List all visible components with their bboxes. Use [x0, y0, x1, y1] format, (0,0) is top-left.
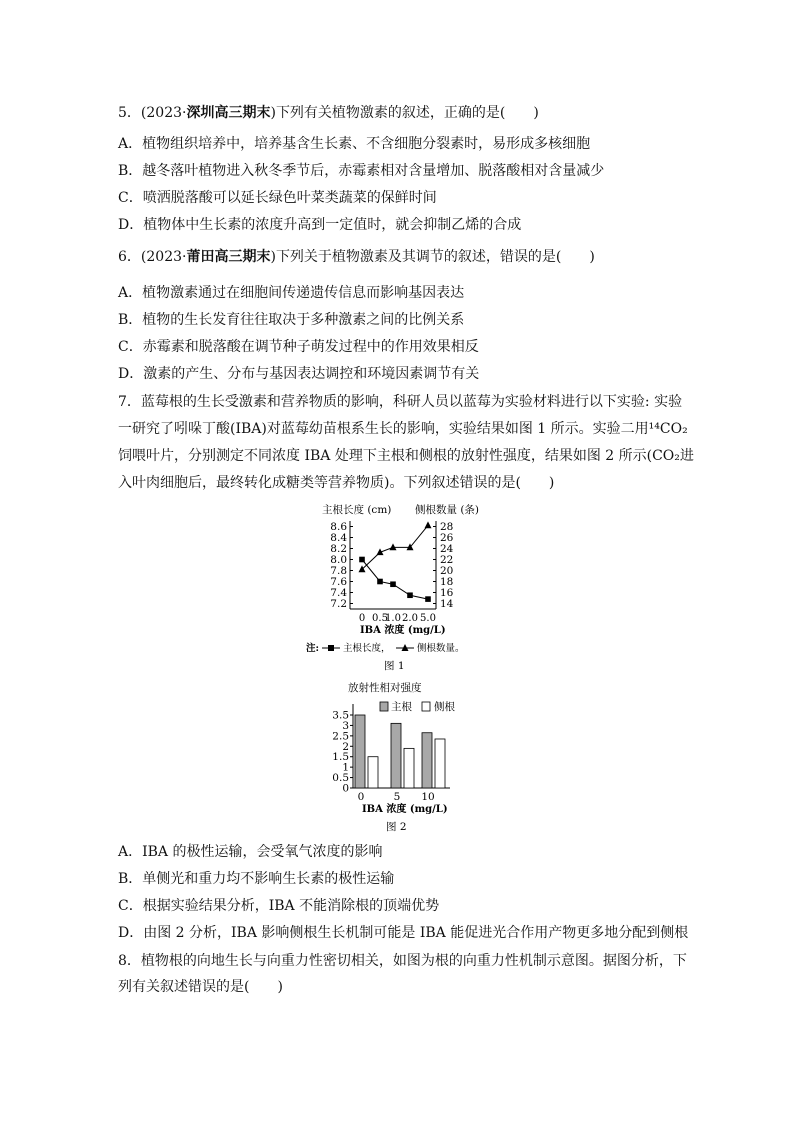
fig1-x-tick-label: 0.5 — [372, 613, 388, 624]
q7-stem-line-3: 饲喂叶片，分别测定不同浓度 IBA 处理下主根和侧根的放射性强度，结果如图 2 所示(CO₂进 — [118, 448, 694, 464]
fig2-y-tick-label: 3 — [342, 719, 349, 732]
fig1-point-main-root — [407, 592, 413, 598]
q6-option-a: A．植物激素通过在细胞间传递遗传信息而影响基因表达 — [118, 285, 465, 301]
fig2-bar-main-root — [422, 733, 432, 788]
fig1-note-series-2: 侧根数量。 — [417, 643, 465, 654]
fig2-legend-lateral-swatch — [422, 702, 430, 711]
fig1-note-square-marker — [328, 645, 334, 651]
fig2-bar-lateral-root — [368, 757, 378, 788]
fig2-y-tick-label: 2 — [342, 740, 349, 753]
fig1-caption: 图 1 — [384, 660, 405, 672]
q7-option-d: D．由图 2 分析，IBA 影响侧根生长机制可能是 IBA 能促进光合作用产物更多地分配到侧根 — [118, 925, 689, 941]
q6-option-c: C．赤霉素和脱落酸在调节种子萌发过程中的作用效果相反 — [118, 339, 479, 355]
fig2-y-tick-label: 2.5 — [332, 730, 349, 743]
fig1-point-main-root — [377, 579, 383, 585]
fig1-left-tick-label: 7.4 — [330, 587, 347, 599]
fig1-left-tick-label: 7.2 — [330, 598, 347, 610]
fig1-left-axis-title: 主根长度 (cm) — [322, 504, 392, 516]
q5-stem: 5．(2023·深圳高三期末)下列有关植物激素的叙述，正确的是( ) — [118, 105, 539, 121]
fig2-x-tick-label: 5 — [393, 791, 401, 803]
fig2-bar-main-root — [355, 715, 365, 788]
fig1-left-tick-label: 8.2 — [330, 543, 347, 555]
q5-option-a: A．植物组织培养中，培养基含生长素、不含细胞分裂素时，易形成多核细胞 — [118, 136, 591, 152]
fig2-x-tick-label: 10 — [421, 791, 435, 803]
q5-option-b: B．越冬落叶植物进入秋冬季节后，赤霉素相对含量增加、脱落酸相对含量减少 — [118, 163, 605, 179]
fig1-x-axis-title: IBA 浓度 (mg/L) — [360, 625, 446, 636]
figure-2-bar-chart — [322, 678, 482, 836]
fig1-point-main-root — [390, 581, 396, 587]
fig1-left-tick-label: 7.8 — [330, 565, 347, 577]
q7-stem-line-4: 入叶肉细胞后，最终转化成糖类等营养物质)。下列叙述错误的是( ) — [118, 475, 555, 491]
fig1-right-tick-label: 24 — [440, 543, 454, 555]
fig2-y-tick-label: 1 — [342, 761, 349, 774]
fig2-legend-main-swatch — [380, 702, 388, 711]
fig1-point-lateral-root — [425, 521, 432, 528]
fig2-caption: 图 2 — [386, 821, 407, 833]
fig1-x-tick-label: 0 — [358, 613, 366, 624]
fig2-y-tick-label: 0 — [342, 782, 349, 795]
fig1-note-label: 注: — [306, 643, 320, 654]
q6-option-d: D．激素的产生、分布与基因表达调控和环境因素调节有关 — [118, 366, 480, 382]
fig1-point-main-root — [425, 596, 431, 602]
fig1-right-tick-label: 28 — [440, 521, 454, 533]
fig2-bar-lateral-root — [435, 739, 445, 788]
fig1-right-axis-title: 侧根数量 (条) — [415, 504, 480, 516]
q7-stem-line-1: 7．蓝莓根的生长受激素和营养物质的影响，科研人员以蓝莓为实验材料进行以下实验: 实验 — [118, 394, 683, 410]
fig1-right-tick-label: 22 — [440, 554, 454, 566]
fig2-bar-main-root — [391, 723, 401, 788]
fig2-x-axis-title: IBA 浓度 (mg/L) — [362, 804, 448, 815]
q5-option-d: D．植物体中生长素的浓度升高到一定值时，就会抑制乙烯的合成 — [118, 217, 522, 233]
fig2-y-tick-label: 3.5 — [332, 709, 349, 722]
fig2-bar-lateral-root — [404, 748, 414, 788]
q6-stem: 6．(2023·莆田高三期末)下列关于植物激素及其调节的叙述，错误的是( ) — [118, 249, 595, 265]
q6-option-b: B．植物的生长发育往往取决于多种激素之间的比例关系 — [118, 312, 465, 328]
fig2-y-tick-label: 0.5 — [332, 772, 349, 785]
fig1-left-tick-label: 7.6 — [330, 576, 347, 588]
fig1-left-tick-label: 8.4 — [330, 532, 347, 544]
fig2-x-tick-label: 0 — [357, 791, 365, 803]
fig1-x-tick-label: 1.0 — [385, 613, 401, 624]
fig2-y-axis-title: 放射性相对强度 — [348, 682, 422, 694]
fig1-x-tick-label: 2.0 — [402, 613, 418, 624]
fig1-right-tick-label: 14 — [440, 598, 454, 610]
fig1-right-tick-label: 16 — [440, 587, 454, 599]
fig1-left-tick-label: 8.6 — [330, 521, 347, 533]
fig2-y-tick-label: 1.5 — [332, 751, 349, 764]
fig2-legend-lateral-label: 侧根 — [434, 701, 455, 713]
q7-option-a: A．IBA 的极性运输，会受氧气浓度的影响 — [118, 844, 383, 860]
fig1-series-line-main-root — [362, 560, 428, 600]
q7-option-c: C．根据实验结果分析，IBA 不能消除根的顶端优势 — [118, 898, 440, 914]
q5-option-c: C．喷洒脱落酸可以延长绿色叶菜类蔬菜的保鲜时间 — [118, 190, 437, 206]
fig1-x-tick-label: 5.0 — [420, 613, 436, 624]
q7-stem-line-2: 一研究了吲哚丁酸(IBA)对蓝莓幼苗根系生长的影响，实验结果如图 1 所示。实验二用¹⁴CO₂ — [118, 421, 688, 437]
fig1-note-series-1: 主根长度， — [343, 643, 391, 654]
fig1-point-lateral-root — [390, 543, 397, 550]
fig1-point-main-root — [359, 557, 365, 563]
q8-stem-line-2: 列有关叙述错误的是( ) — [118, 979, 283, 995]
q7-option-b: B．单侧光和重力均不影响生长素的极性运输 — [118, 871, 395, 887]
fig1-left-tick-label: 8.0 — [330, 554, 347, 566]
fig2-legend-main-label: 主根 — [391, 701, 412, 713]
q8-stem-line-1: 8．植物根的向地生长与向重力性密切相关，如图为根的向重力性机制示意图。据图分析，下 — [118, 953, 687, 969]
q5-source: 深圳高三期末 — [186, 105, 271, 121]
fig1-right-tick-label: 18 — [440, 576, 454, 588]
figure-1-line-chart — [300, 497, 500, 677]
q6-source: 莆田高三期末 — [186, 249, 271, 265]
fig1-right-tick-label: 26 — [440, 532, 454, 544]
fig1-right-tick-label: 20 — [440, 565, 454, 577]
